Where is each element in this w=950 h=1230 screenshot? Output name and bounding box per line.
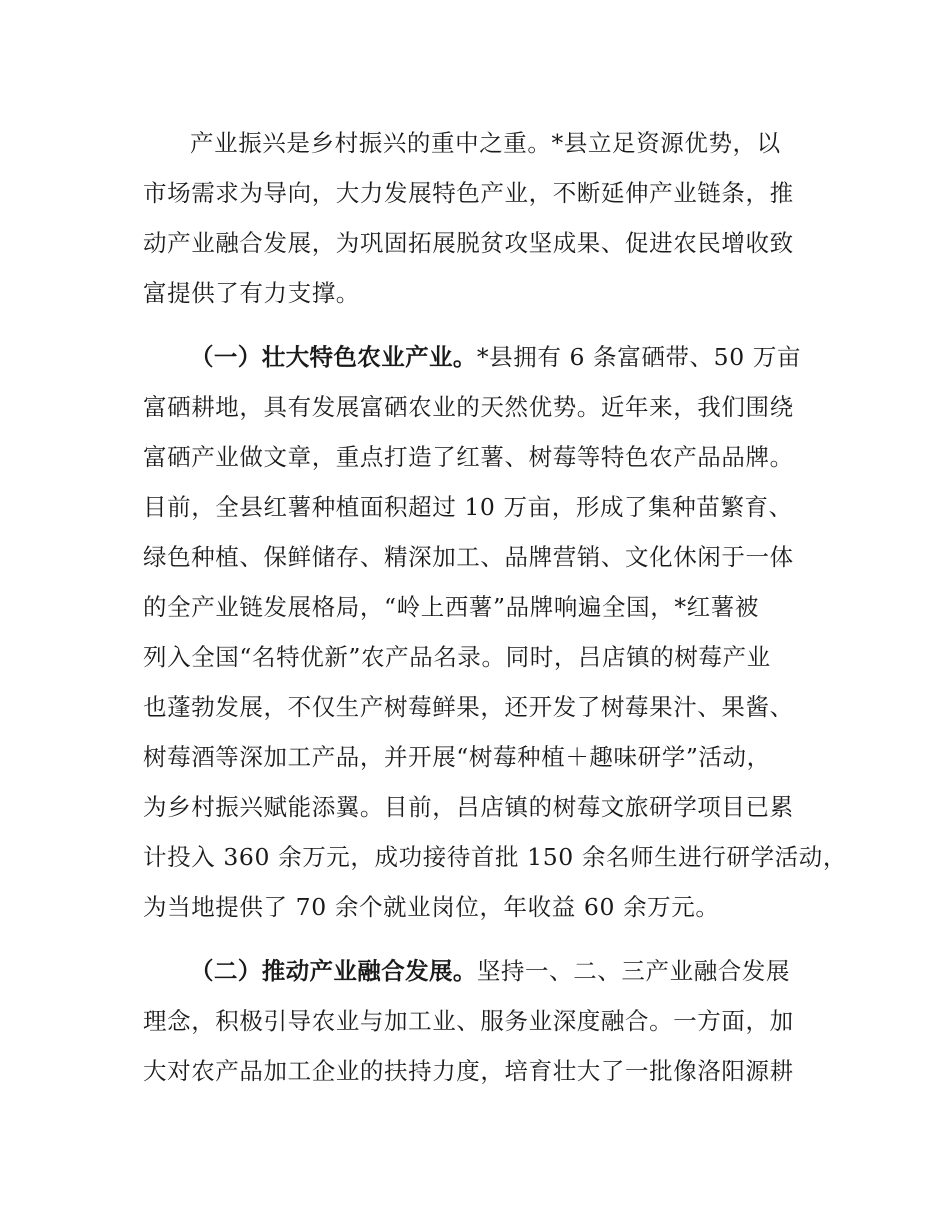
paragraph-2-line-4: 目前，全县红薯种植面积超过 10 万亩，形成了集种苗繁育、 bbox=[143, 493, 793, 521]
paragraph-3-line-3: 大对农产品加工企业的扶持力度，培育壮大了一批像洛阳源耕 bbox=[143, 1057, 794, 1085]
paragraph-2-line-6: 的全产业链发展格局，“岭上西薯”品牌响遍全国，*红薯被 bbox=[143, 593, 759, 621]
paragraph-3-line-2: 理念，积极引导农业与加工业、服务业深度融合。一方面，加 bbox=[143, 1007, 794, 1035]
paragraph-2-line-5: 绿色种植、保鲜储存、精深加工、品牌营销、文化休闲于一体 bbox=[143, 543, 794, 571]
paragraph-2-line-3: 富硒产业做文章，重点打造了红薯、树莓等特色农产品品牌。 bbox=[143, 443, 794, 471]
paragraph-1-line-3: 动产业融合发展，为巩固拓展脱贫攻坚成果、促进农民增收致 bbox=[143, 229, 794, 257]
paragraph-2-line-8: 也蓬勃发展，不仅生产树莓鲜果，还开发了树莓果汁、果酱、 bbox=[143, 693, 794, 721]
paragraph-1-line-1: 产业振兴是乡村振兴的重中之重。*县立足资源优势，以 bbox=[190, 129, 781, 157]
paragraph-2-line-7: 列入全国“名特优新”农产品名录。同时，吕店镇的树莓产业 bbox=[143, 643, 771, 671]
paragraph-2-line-2: 富硒耕地，具有发展富硒农业的天然优势。近年来，我们围绕 bbox=[143, 393, 794, 421]
section-heading-2: （二）推动产业融合发展。 bbox=[190, 957, 477, 985]
paragraph-3-line-1-text: 坚持一、二、三产业融合发展 bbox=[476, 957, 791, 985]
paragraph-2-line-1-text: *县拥有 6 条富硒带、50 万亩 bbox=[476, 343, 802, 371]
paragraph-1-line-2: 市场需求为导向，大力发展特色产业，不断延伸产业链条，推 bbox=[143, 179, 794, 207]
paragraph-2-first-line bbox=[190, 337, 890, 377]
paragraph-3-first-line bbox=[190, 951, 890, 991]
paragraph-2-line-10: 为乡村振兴赋能添翼。目前，吕店镇的树莓文旅研学项目已累 bbox=[143, 793, 794, 821]
paragraph-2-line-9: 树莓酒等深加工产品，并开展“树莓种植＋趣味研学”活动， bbox=[143, 743, 771, 771]
paragraph-2-line-11: 计投入 360 余万元，成功接待首批 150 余名师生进行研学活动， bbox=[143, 843, 847, 871]
paragraph-2-line-12: 为当地提供了 70 余个就业岗位，年收益 60 余万元。 bbox=[143, 893, 720, 921]
paragraph-1-line-4: 富提供了有力支撑。 bbox=[143, 279, 360, 307]
section-heading-1: （一）壮大特色农业产业。 bbox=[190, 343, 477, 371]
